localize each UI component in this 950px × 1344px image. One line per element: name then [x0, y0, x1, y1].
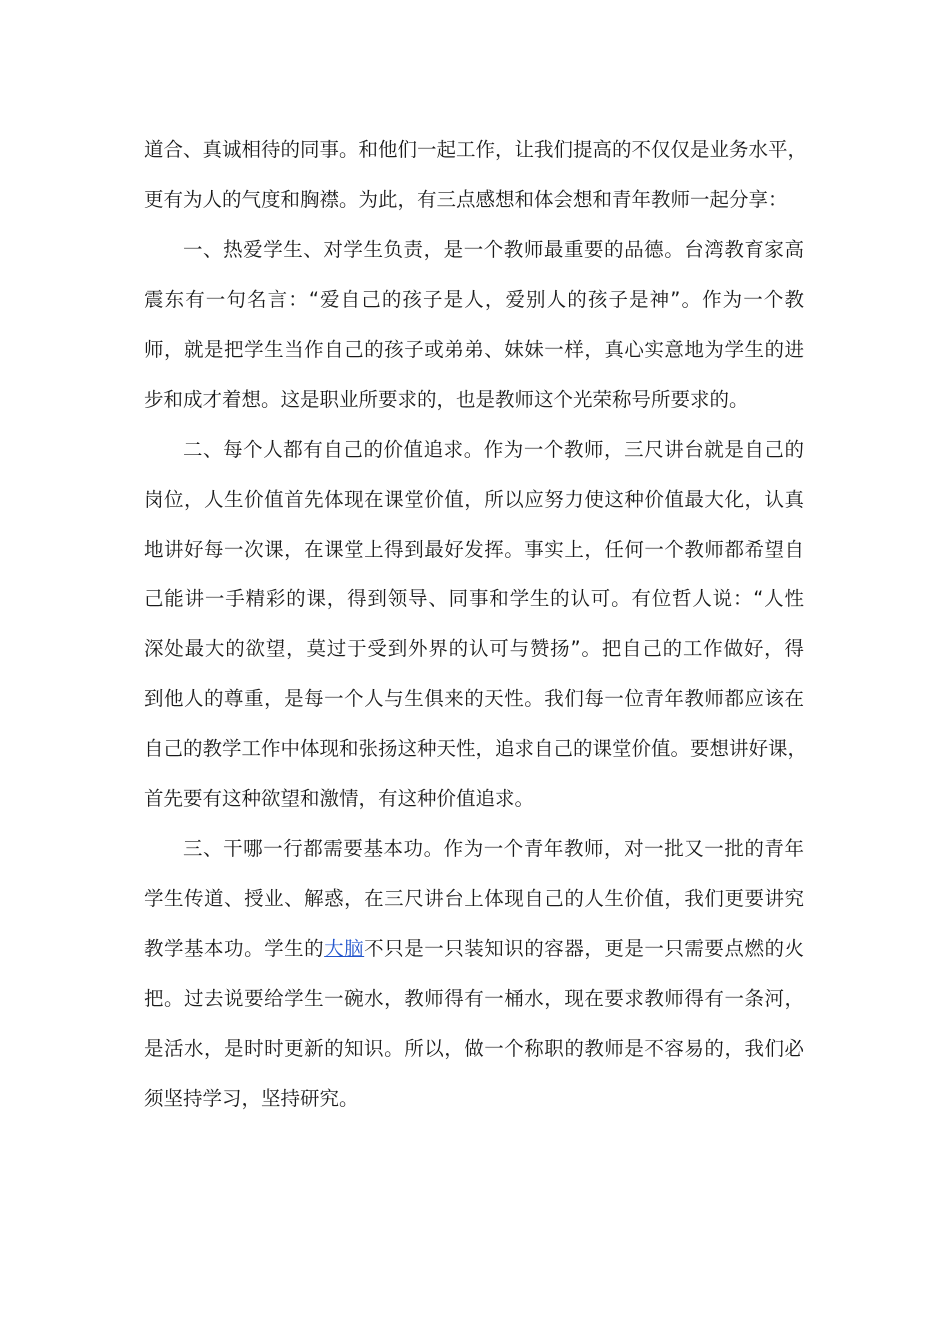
point-3-line-5: 是活水，是时时更新的知识。所以，做一个称职的教师是不容易的，我们必 — [144, 1037, 804, 1060]
point-2-line-5: 深处最大的欲望，莫过于受到外界的认可与赞扬”。把自己的工作做好，得 — [144, 637, 804, 660]
point-1-line-3: 师，就是把学生当作自己的孩子或弟弟、妹妹一样，真心实意地为学生的进 — [144, 338, 804, 361]
point-1-line-2: 震东有一句名言：“爱自己的孩子是人，爱别人的孩子是神”。作为一个教 — [144, 288, 804, 311]
point-2-line-3: 地讲好每一次课，在课堂上得到最好发挥。事实上，任何一个教师都希望自 — [144, 538, 804, 561]
point-3-line-6: 须坚持学习，坚持研究。 — [144, 1087, 359, 1110]
point-3-line-4: 把。过去说要给学生一碗水，教师得有一桶水，现在要求教师得有一条河， — [144, 987, 804, 1010]
point-2-line-6: 到他人的尊重，是每一个人与生俱来的天性。我们每一位青年教师都应该在 — [144, 687, 804, 710]
point-2-line-4: 己能讲一手精彩的课，得到领导、同事和学生的认可。有位哲人说：“人性 — [144, 587, 804, 610]
point-3-line-2: 学生传道、授业、解惑，在三尺讲台上体现自己的人生价值，我们更要讲究 — [144, 887, 804, 910]
point-2-line-1: 二、每个人都有自己的价值追求。作为一个教师，三尺讲台就是自己的 — [183, 438, 804, 461]
point-2-line-2: 岗位，人生价值首先体现在课堂价值，所以应努力使这种价值最大化，认真 — [144, 488, 804, 511]
point-3-line-1: 三、干哪一行都需要基本功。作为一个青年教师，对一批又一批的青年 — [183, 837, 804, 860]
point-3-line-3 — [144, 936, 804, 962]
brain-link[interactable]: 大脑 — [324, 937, 365, 960]
intro-line-1: 道合、真诚相待的同事。和他们一起工作，让我们提高的不仅仅是业务水平， — [144, 138, 808, 161]
point-3-line-3-pre: 教学基本功。学生的 — [144, 937, 325, 960]
point-2-line-8: 首先要有这种欲望和激情，有这种价值追求。 — [144, 787, 535, 810]
point-3-line-3-post: 不只是一只装知识的容器，更是一只需要点燃的火 — [364, 937, 804, 960]
point-2-line-7: 自己的教学工作中体现和张扬这种天性，追求自己的课堂价值。要想讲好课， — [144, 737, 808, 760]
point-1-line-4: 步和成才着想。这是职业所要求的，也是教师这个光荣称号所要求的。 — [144, 388, 749, 411]
point-1-line-1: 一、热爱学生、对学生负责，是一个教师最重要的品德。台湾教育家高 — [183, 238, 804, 261]
intro-line-2: 更有为人的气度和胸襟。为此，有三点感想和体会想和青年教师一起分享： — [144, 188, 788, 211]
